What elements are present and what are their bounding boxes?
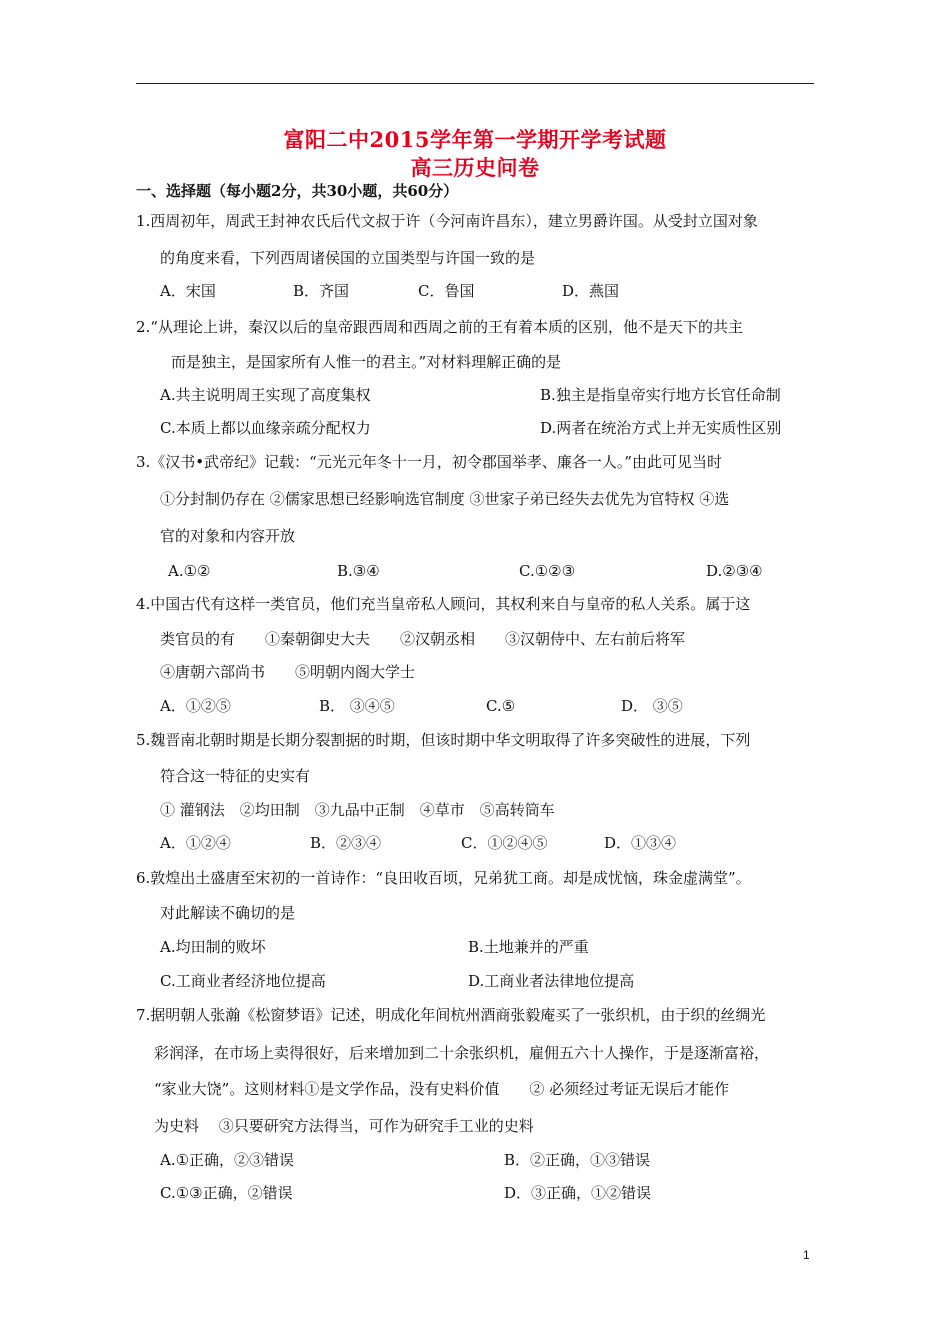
option-c: C.⑤ [486, 697, 516, 715]
option-d: D.工商业者法律地位提高 [468, 972, 635, 990]
question-text: ④唐朝六部尚书 ⑤明朝内阁大学士 [160, 663, 416, 681]
option-a: A.共主说明周王实现了高度集权 [160, 386, 371, 404]
question-text: 官的对象和内容开放 [160, 527, 296, 545]
question-text: 而是独主，是国家所有人惟一的君主。”对材料理解正确的是 [171, 353, 562, 371]
option-a: A.①正确，②③错误 [160, 1151, 295, 1169]
option-c: C.工商业者经济地位提高 [160, 972, 326, 990]
option-d: D．③正确，①②错误 [504, 1184, 652, 1202]
option-c: C．鲁国 [418, 282, 475, 300]
option-b: B.③④ [337, 562, 380, 580]
option-a: A.均田制的败坏 [160, 938, 266, 956]
section-heading: 一、选择题（每小题2分，共30小题，共60分） [136, 182, 459, 200]
option-b: B．②正确，①③错误 [504, 1151, 651, 1169]
question-text: 7.据明朝人张瀚《松窗梦语》记述，明成化年间杭州酒商张毅庵买了一张织机，由于织的丝绸光 [136, 1006, 766, 1024]
option-a: A．①②④ [160, 834, 231, 852]
option-d: D．①③④ [604, 834, 677, 852]
question-text: 彩润泽，在市场上卖得很好，后来增加到二十余张织机，雇佣五六十人操作，于是逐渐富裕， [154, 1044, 770, 1062]
question-text: 4.中国古代有这样一类官员，他们充当皇帝私人顾问，其权利来自与皇帝的私人关系。属于这 [136, 595, 751, 613]
option-d: D.②③④ [706, 562, 763, 580]
question-text: 符合这一特征的史实有 [160, 767, 311, 785]
option-c: C．①②④⑤ [461, 834, 548, 852]
question-text: 1.西周初年，周武王封神农氏后代文叔于许（今河南许昌东），建立男爵许国。从受封立国对象 [136, 212, 758, 230]
option-b: B．齐国 [293, 282, 350, 300]
option-b: B.土地兼并的严重 [468, 938, 589, 956]
header-rule [136, 83, 814, 84]
exam-title: 富阳二中2015学年第一学期开学考试题 [283, 127, 667, 152]
option-c: C.①②③ [519, 562, 576, 580]
question-text: 类官员的有 ①秦朝御史大夫 ②汉朝丞相 ③汉朝侍中、左右前后将军 [160, 630, 686, 648]
question-text: 6.敦煌出土盛唐至宋初的一首诗作：“良田收百顷，兄弟犹工商。却是成忧恼，珠金虚满堂”。 [136, 869, 751, 887]
question-text: 5.魏晋南北朝时期是长期分裂割据的时期，但该时期中华文明取得了许多突破性的进展，下列 [136, 731, 751, 749]
option-d: D．燕国 [562, 282, 620, 300]
option-a: A．①②⑤ [160, 697, 231, 715]
option-b: B．②③④ [310, 834, 382, 852]
question-text: ①分封制仍存在 ②儒家思想已经影响选官制度 ③世家子弟已经失去优先为官特权 ④选 [160, 490, 730, 508]
question-text: “家业大饶”。这则材料①是文学作品，没有史料价值 ② 必须经过考证无误后才能作 [154, 1080, 730, 1098]
exam-subtitle: 高三历史问卷 [410, 155, 540, 180]
question-text: 3.《汉书•武帝纪》记载：“元光元年冬十一月，初令郡国举孝、廉各一人。”由此可见当时 [136, 453, 723, 471]
question-text: 对此解读不确切的是 [160, 904, 296, 922]
option-a: A.①② [168, 562, 211, 580]
question-text: 的角度来看，下列西周诸侯国的立国类型与许国一致的是 [160, 249, 536, 267]
question-text: ① 灌钢法 ②均田制 ③九品中正制 ④草市 ⑤高转筒车 [160, 801, 555, 819]
option-d: D． ③⑤ [621, 697, 683, 715]
question-text: 2.“从理论上讲，秦汉以后的皇帝跟西周和西周之前的王有着本质的区别，他不是天下的共主 [136, 318, 743, 336]
option-a: A．宋国 [160, 282, 216, 300]
option-d: D.两者在统治方式上并无实质性区别 [540, 419, 782, 437]
question-text: 为史料 ③只要研究方法得当，可作为研究手工业的史料 [154, 1117, 534, 1135]
option-b: B.独主是指皇帝实行地方长官任命制 [540, 386, 781, 404]
option-b: B． ③④⑤ [319, 697, 395, 715]
option-c: C.本质上都以血缘亲疏分配权力 [160, 419, 371, 437]
page-number: 1 [803, 1248, 810, 1262]
option-c: C.①③正确，②错误 [160, 1184, 293, 1202]
